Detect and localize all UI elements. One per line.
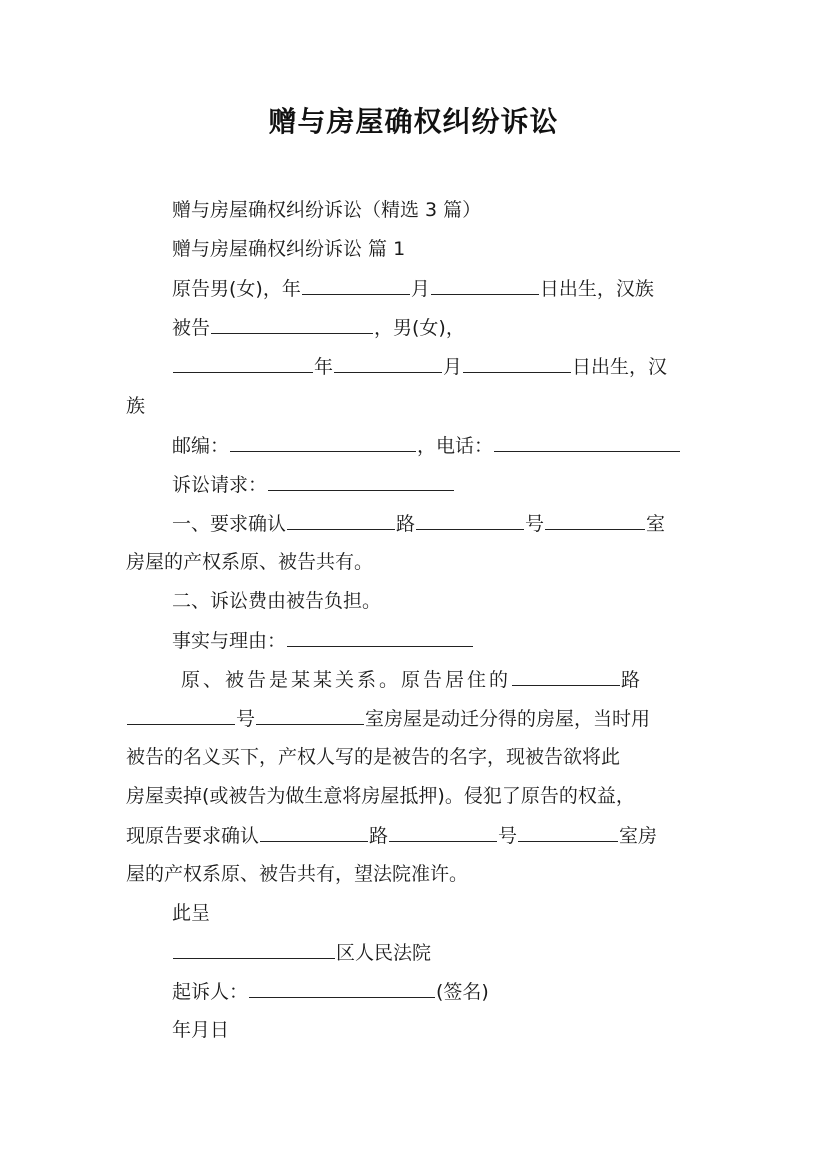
facts-line-6: 屋的产权系原、被告共有，望法院准许。 [126,863,469,885]
court-suffix: 区人民法院 [336,942,432,964]
facts-line5-road: 路 [369,825,389,847]
facts-line1-road: 路 [621,669,641,691]
date-line: 年月日 [172,1019,230,1041]
facts-line-3: 被告的名义买下，产权人写的是被告的名字，现被告欲将此 [126,746,621,768]
facts-line-2 [126,706,650,731]
claim1-prefix: 一、要求确认 [172,513,287,535]
presented-label: 此呈 [172,902,211,924]
claim1-street-blank[interactable] [287,511,395,530]
plaintiff-day-suffix: 日出生，汉族 [539,278,654,300]
facts-line-4: 房屋卖掉(或被告为做生意将房屋抵押)。侵犯了原告的权益， [126,785,635,807]
facts-line2-number: 号 [236,708,256,730]
contact-line [172,433,681,458]
claim1-road: 路 [396,513,416,535]
defendant-month-label: 月 [443,356,463,378]
signer-label: 起诉人： [172,981,249,1003]
document-title: 赠与房屋确权纠纷诉讼 [268,105,559,138]
facts-line-5 [126,823,657,848]
postcode-blank[interactable] [230,433,416,452]
facts-line1-prefix: 原、被告是某某关系。原告居住的 [172,669,512,691]
claim1-number: 号 [525,513,545,535]
claim1-tail: 房屋的产权系原、被告共有。 [126,551,374,573]
facts-line2-suffix: 室房屋是动迁分得的房屋，当时用 [365,708,651,730]
facts-line5-suffix: 室房 [619,825,658,847]
facts-confirm-street-blank[interactable] [260,823,368,842]
claims-blank[interactable] [268,472,454,491]
facts-line5-prefix: 现原告要求确认 [126,825,260,847]
signer-name-blank[interactable] [249,979,435,998]
claim1-room: 室 [646,513,666,535]
plaintiff-prefix: 原告男(女)，年 [172,278,301,300]
plaintiff-line [172,276,654,301]
facts-blank[interactable] [287,628,473,647]
claim1-number-blank[interactable] [416,511,524,530]
postcode-label: 邮编： [172,435,230,457]
claim1-line [172,511,665,536]
section-heading: 赠与房屋确权纠纷诉讼 篇 1 [172,238,406,260]
defendant-birth-line [172,354,667,379]
facts-line-1 [172,667,640,692]
claim2: 二、诉讼费由被告负担。 [172,590,382,612]
court-district-blank[interactable] [173,940,335,959]
defendant-day-blank[interactable] [463,354,571,373]
facts-confirm-room-blank[interactable] [518,823,618,842]
defendant-year-label: 年 [314,356,334,378]
phone-label: ，电话： [417,435,494,457]
ethnicity-tail: 族 [126,395,146,417]
signer-suffix: (签名) [436,981,489,1003]
defendant-year-blank[interactable] [173,354,313,373]
facts-label-line [172,628,474,653]
year-blank[interactable] [302,276,410,295]
facts-street-blank[interactable] [512,667,620,686]
defendant-month-blank[interactable] [334,354,442,373]
defendant-name-blank[interactable] [211,315,373,334]
phone-blank[interactable] [494,433,680,452]
defendant-day-suffix: 日出生，汉 [572,356,668,378]
facts-room-blank[interactable] [256,706,364,725]
signer-line [172,979,489,1004]
facts-line5-number: 号 [498,825,518,847]
subtitle: 赠与房屋确权纠纷诉讼（精选 3 篇） [172,199,482,221]
defendant-suffix: ，男(女)， [374,317,465,339]
defendant-prefix: 被告 [172,317,211,339]
claims-label: 诉讼请求： [172,474,268,496]
defendant-line [172,315,465,340]
month-blank[interactable] [431,276,539,295]
facts-confirm-number-blank[interactable] [389,823,497,842]
court-line [172,940,431,965]
facts-label: 事实与理由： [172,630,287,652]
claims-line [172,472,455,497]
facts-number-blank[interactable] [127,706,235,725]
claim1-room-blank[interactable] [545,511,645,530]
month-label: 月 [410,278,430,300]
